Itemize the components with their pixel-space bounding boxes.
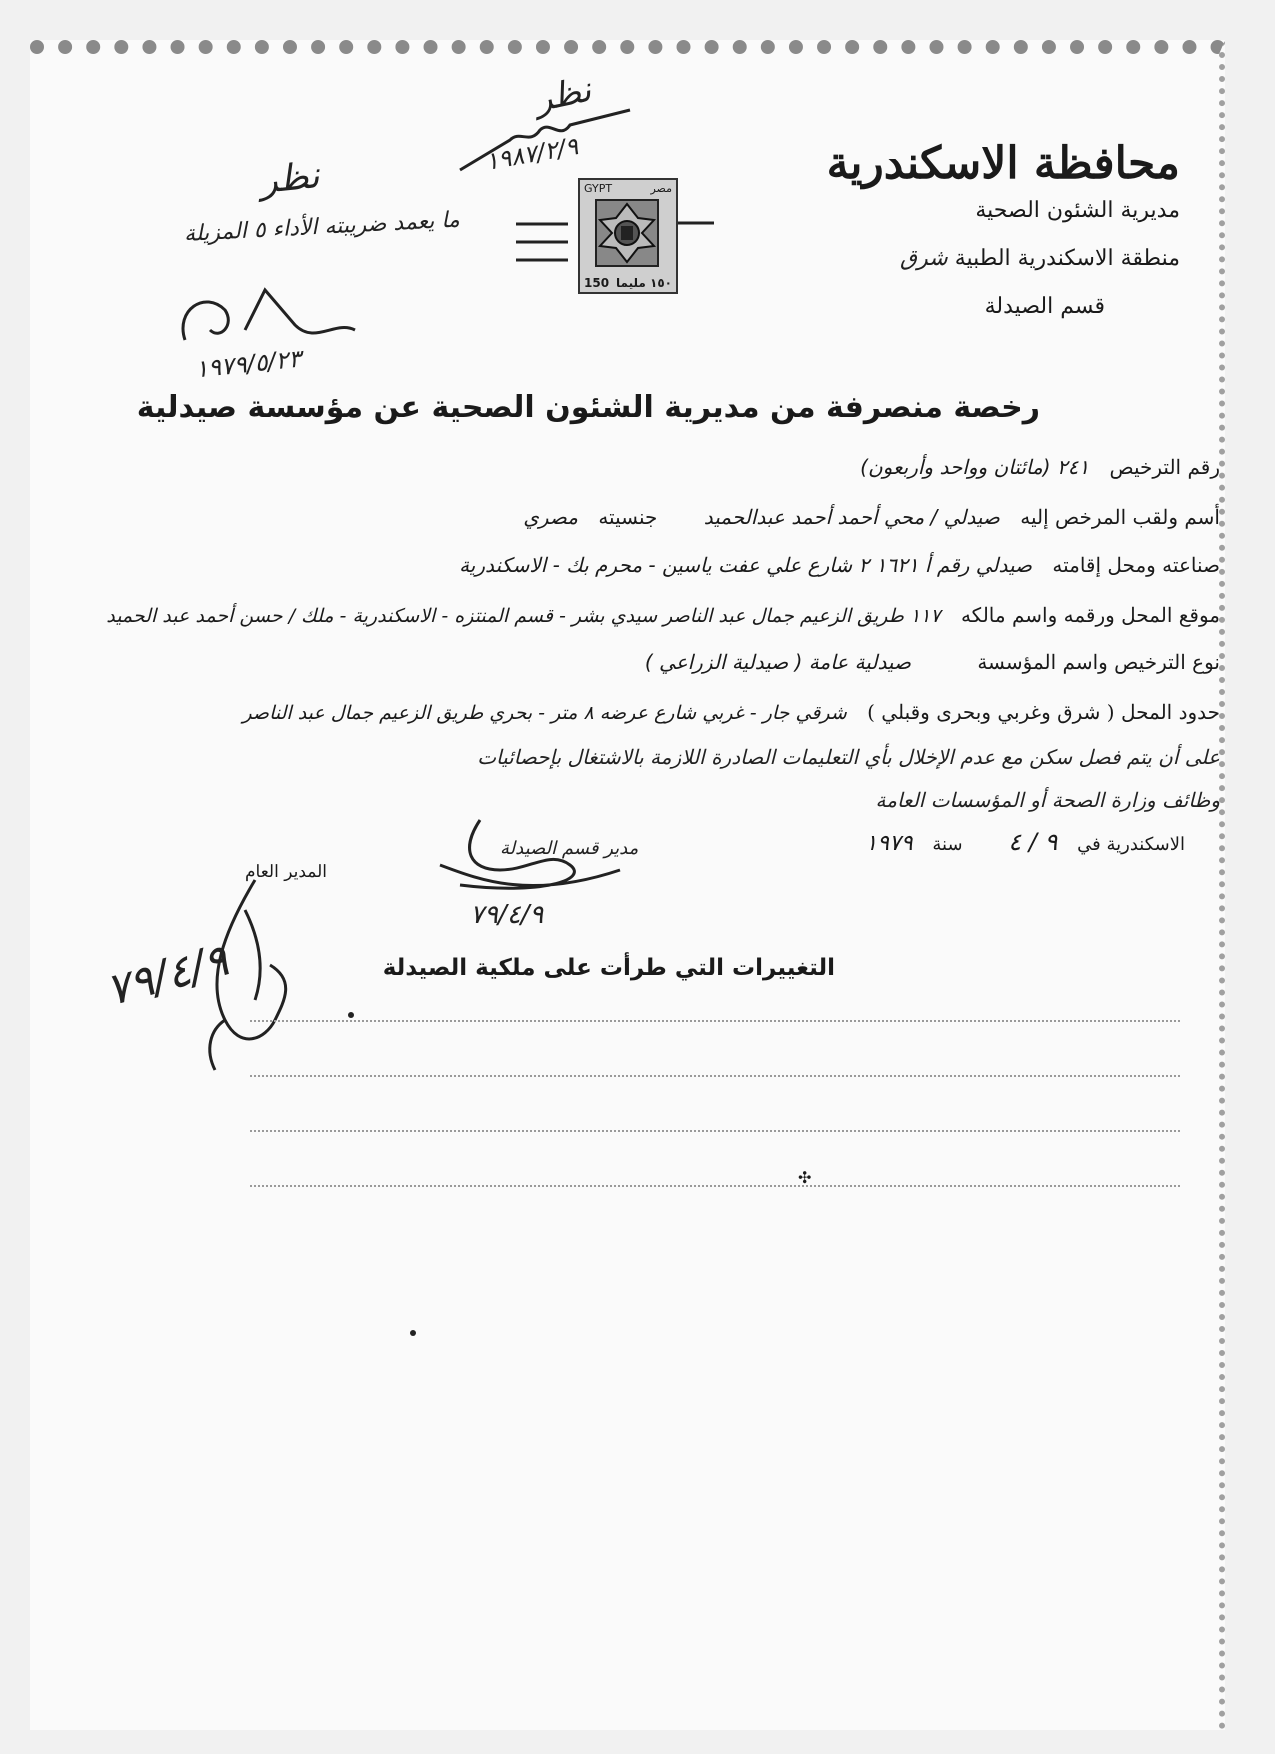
licensee-name-label: أسم ولقب المرخص إليه (1020, 505, 1220, 529)
license-number-label: رقم الترخيص (1109, 455, 1220, 479)
left-note: ما يعمد ضريبته الأداء ٥ المزيلة (183, 207, 461, 247)
profession-value: صيدلي رقم أ ١٦٢١ ٢ شارع علي عفت ياسين - محرم بك - الاسكندرية (459, 553, 1032, 577)
general-manager-label: المدير العام (245, 862, 327, 882)
region-name: منطقة الاسكندرية الطبية (954, 246, 1180, 271)
ink-speck (410, 1330, 416, 1336)
stamp-country-ar: مصر (650, 182, 672, 195)
dept-head-signature (420, 810, 640, 900)
licensee-name-value: صيدلي / محي أحمد أحمد عبدالحميد (703, 505, 1000, 529)
revenue-stamp (578, 178, 678, 294)
governorate-title: محافظة الاسكندرية (826, 138, 1180, 189)
license-number-value: ٢٤١ (مائتان وواحد وأربعون) (860, 455, 1090, 479)
region-suffix: شرق (900, 246, 948, 271)
location-label: موقع المحل ورقمه واسم مالكه (960, 603, 1220, 627)
ink-speck (348, 1012, 354, 1018)
dating-row (865, 828, 1185, 856)
general-manager-date: ٧٩/٤/٩ (100, 934, 234, 1017)
license-type-row (645, 650, 1220, 674)
ruled-line (250, 1185, 1180, 1187)
year-label: سنة (932, 834, 963, 855)
left-signature-scribble (165, 270, 365, 360)
top-initials: نظر (531, 69, 595, 121)
left-date: ١٩٧٩/٥/٢٣ (193, 344, 303, 384)
city-date-label: الاسكندرية في (1077, 834, 1185, 855)
year-value: ١٩٧٩ (865, 831, 913, 856)
bounds-value: شرقي جار - غربي شارع عرضه ٨ متر - بحري طريق الزعيم جمال عبد الناصر (242, 702, 847, 724)
bounds-row (242, 700, 1220, 724)
stamp-country-en: GYPT (584, 182, 613, 195)
dept-head-date: ٧٩/٤/٩ (470, 900, 544, 930)
stamp-emblem-icon (594, 198, 660, 268)
document-title: رخصة منصرفة من مديرية الشئون الصحية عن مؤسسة صيدلية (136, 390, 1040, 425)
nationality-label: جنسيته (598, 505, 658, 529)
directorate-line: مديرية الشئون الصحية (975, 198, 1180, 223)
condition-line-2: وظائف وزارة الصحة أو المؤسسات العامة (875, 788, 1220, 812)
ruled-line (250, 1020, 1180, 1022)
stamp-dash (676, 218, 716, 228)
cancel-marks (512, 218, 572, 268)
license-number-row (860, 455, 1220, 479)
dept-head-label: مدير قسم الصيدلة (500, 838, 639, 859)
ink-speck: ✣ (798, 1168, 812, 1187)
nationality-value: مصري (523, 505, 578, 529)
location-value: ١١٧ طريق الزعيم جمال عبد الناصر سيدي بشر - قسم المنتزه - الاسكندرية - ملك / حسن أحمد عبد الحميد (106, 605, 941, 627)
profession-row (459, 553, 1220, 577)
location-row (106, 603, 1220, 627)
profession-label: صناعته ومحل إقامته (1052, 553, 1220, 577)
licensee-name-row (523, 505, 1220, 529)
license-type-value: صيدلية عامة ( صيدلية الزراعي ) (644, 650, 911, 674)
region-line (900, 246, 1180, 271)
ruled-line (250, 1130, 1180, 1132)
condition-line-1: على أن يتم فصل سكن مع عدم الإخلال بأي التعليمات الصادرة اللازمة بالاشتغال بإحصائيات (477, 745, 1220, 769)
department-line: قسم الصيدلة (984, 294, 1105, 319)
date-value: ٩ / ٤ (1008, 828, 1058, 856)
stamp-value-en: 150 (584, 276, 610, 290)
stamp-value-ar: ١٥٠ مليما (616, 276, 672, 290)
bounds-label: حدود المحل ( شرق وغربي وبحرى وقبلي ) (867, 700, 1220, 724)
changes-title: التغييرات التي طرأت على ملكية الصيدلة (382, 955, 835, 981)
ruled-line (250, 1075, 1180, 1077)
top-date: ١٩٨٧/٢/٩ (483, 132, 581, 176)
license-type-label: نوع الترخيص واسم المؤسسة (977, 650, 1220, 674)
left-initials: نظر (258, 155, 322, 202)
